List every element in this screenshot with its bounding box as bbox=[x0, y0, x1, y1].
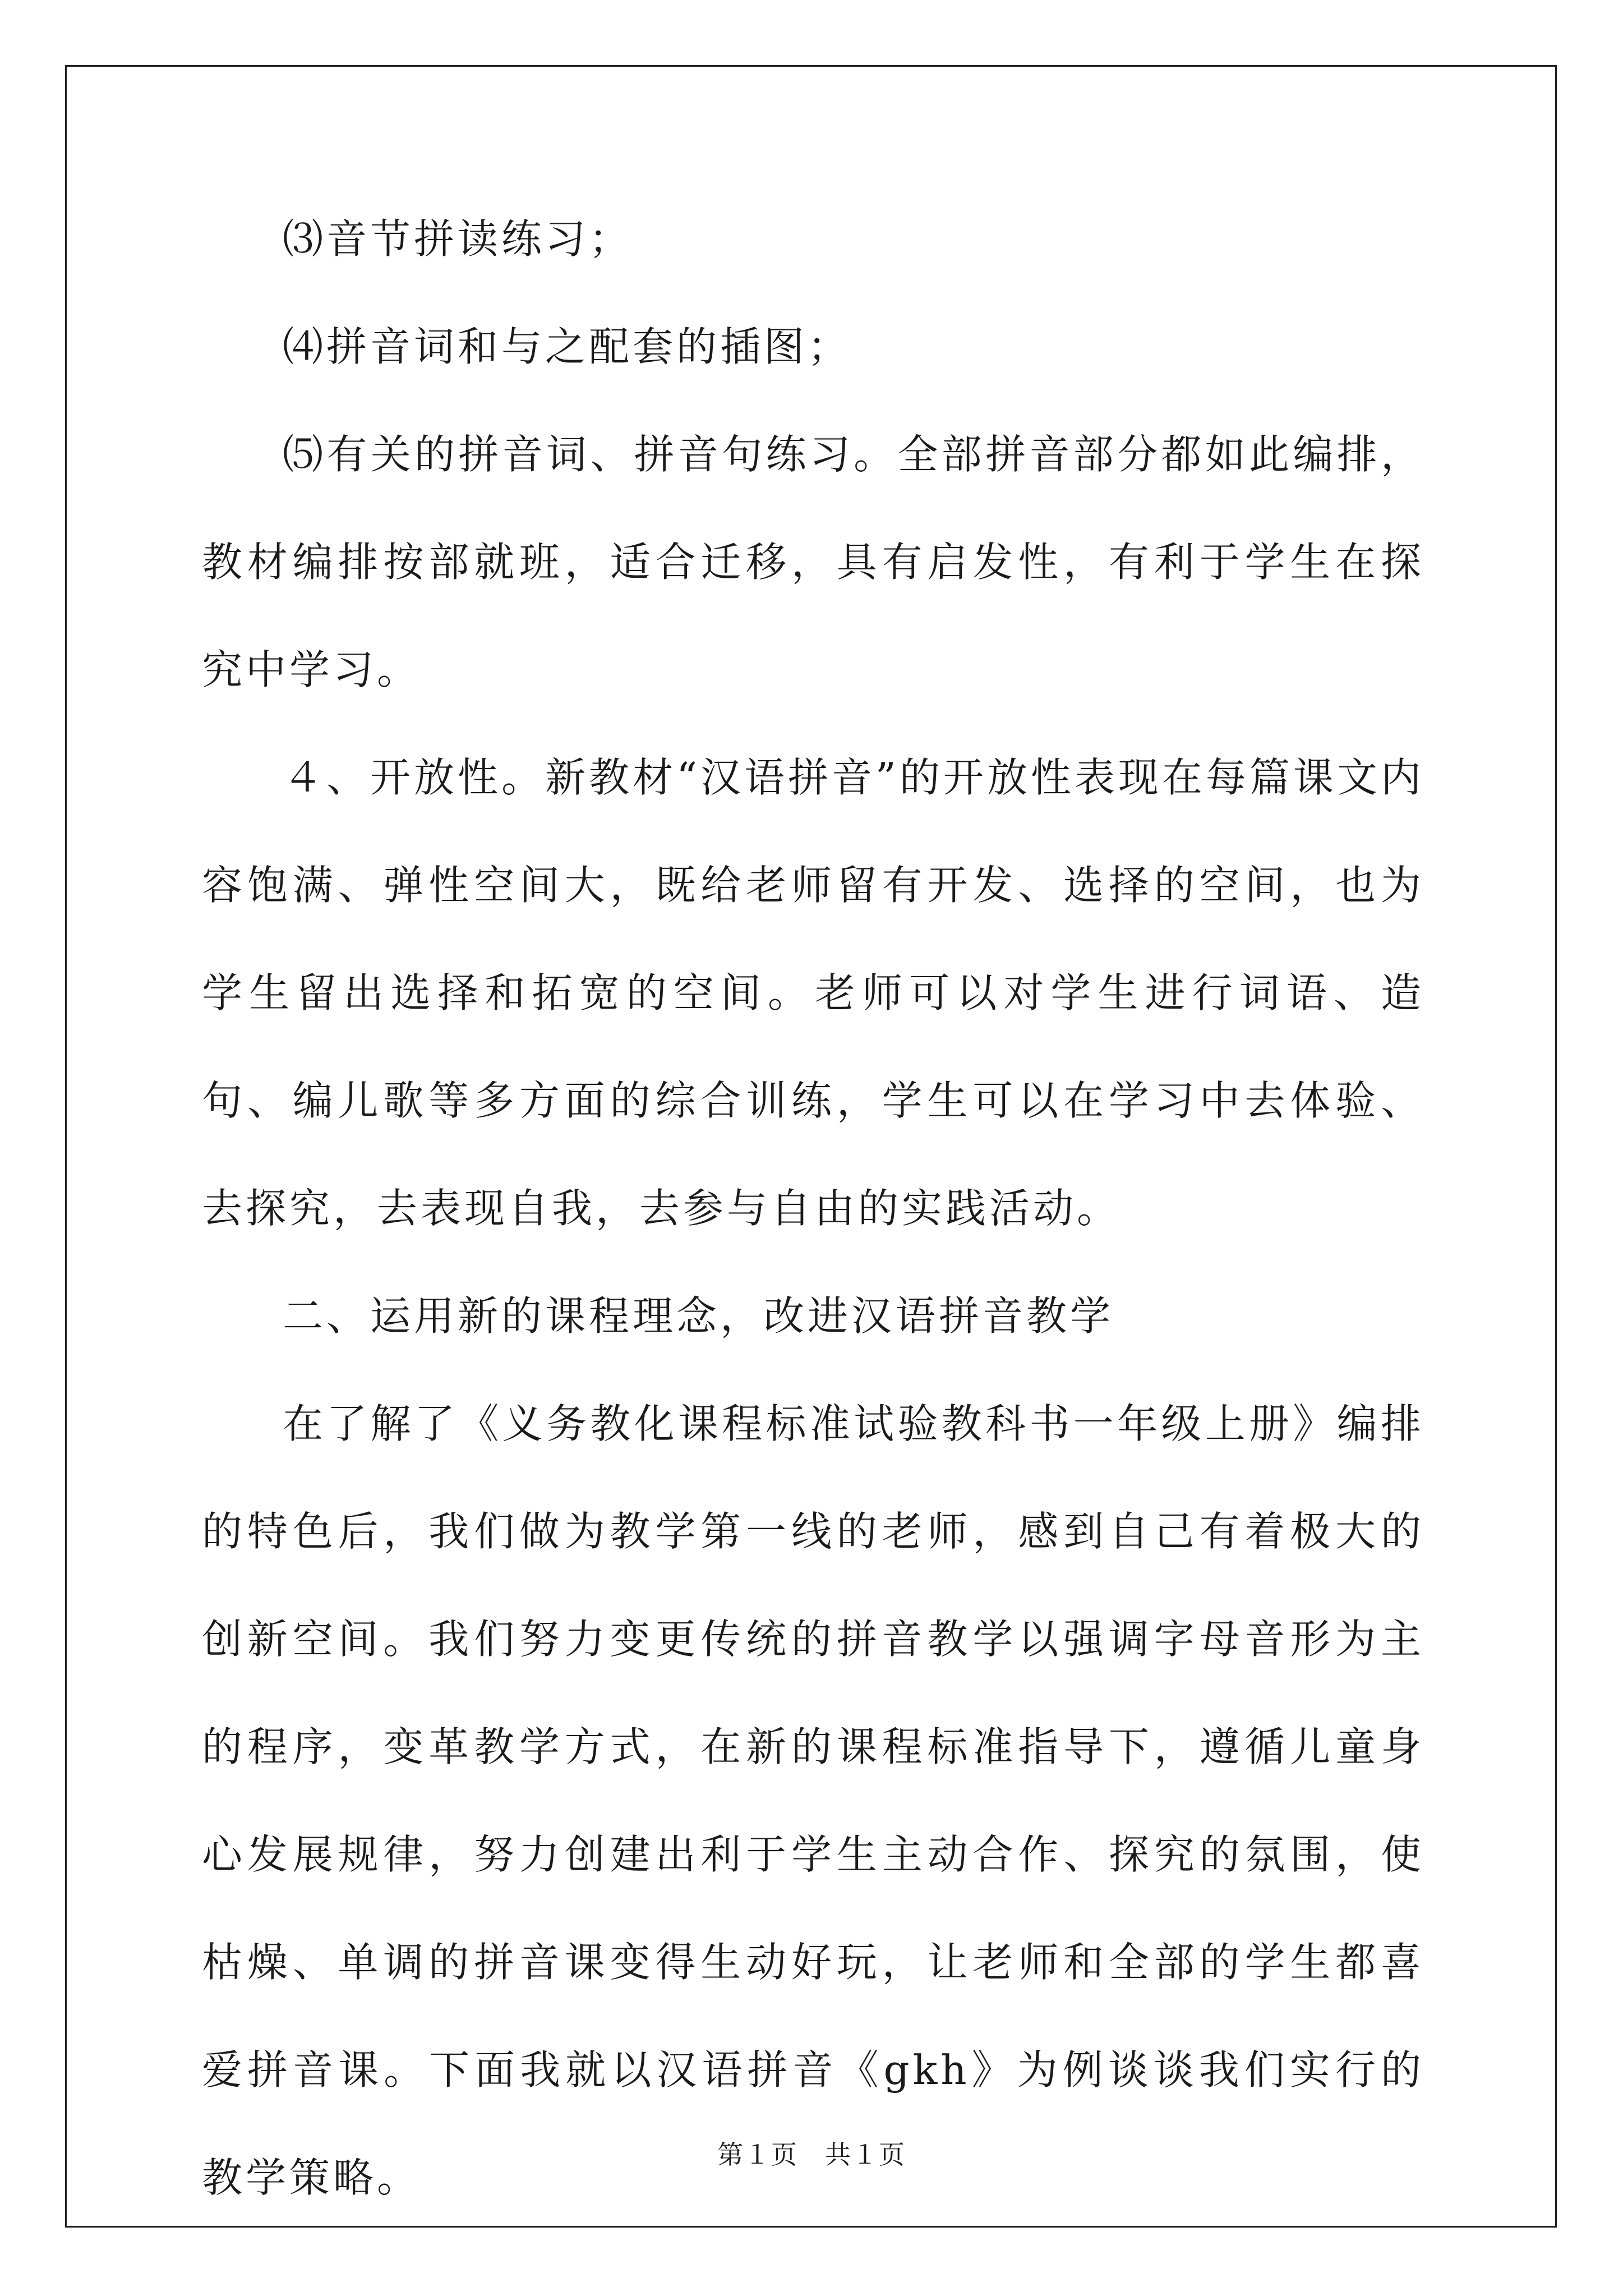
paragraph-pinyin-sentences: ⑸有关的拼音词、拼音句练习。全部拼音部分都如此编排，教材编排按部就班，适合迁移，具有启发性，有利于学生在探究中学习。 bbox=[202, 431, 1424, 693]
document-body bbox=[202, 185, 1424, 2231]
page-footer bbox=[0, 2134, 1623, 2171]
paragraph-openness: ４、开放性。新教材“汉语拼音”的开放性表现在每篇课文内容饱满、弹性空间大，既给老师留有开发、选择的空间，也为学生留出选择和拓宽的空间。老师可以对学生进行词语、造句、编儿歌等多方面的综合训练，学生可以在学习中去体验、去探究，去表现自我，去参与自由的实践活动。 bbox=[202, 754, 1424, 1232]
paragraph-pinyin-words: ⑷拼音词和与之配套的插图； bbox=[283, 323, 852, 370]
section-heading: 二、运用新的课程理念，改进汉语拼音教学 bbox=[283, 1292, 1114, 1340]
paragraph-syllable-practice: ⑶音节拼读练习； bbox=[283, 215, 633, 263]
page-number: 第１页 共１页 bbox=[717, 2139, 906, 2170]
paragraph-teaching-strategy: 在了解了《义务教化课程标准试验教科书一年级上册》编排的特色后，我们做为教学第一线的老师，感到自己有着极大的创新空间。我们努力变更传统的拼音教学以强调字母音形为主的程序，变革教学方式，在新的课程标准指导下，遵循儿童身心发展规律，努力创建出利于学生主动合作、探究的氛围，使枯燥、单调的拼音课变得生动好玩，让老师和全部的学生都喜爱拼音课。下面我就以汉语拼音《gkh》为例谈谈我们实行的教学策略。 bbox=[202, 1400, 1424, 2201]
